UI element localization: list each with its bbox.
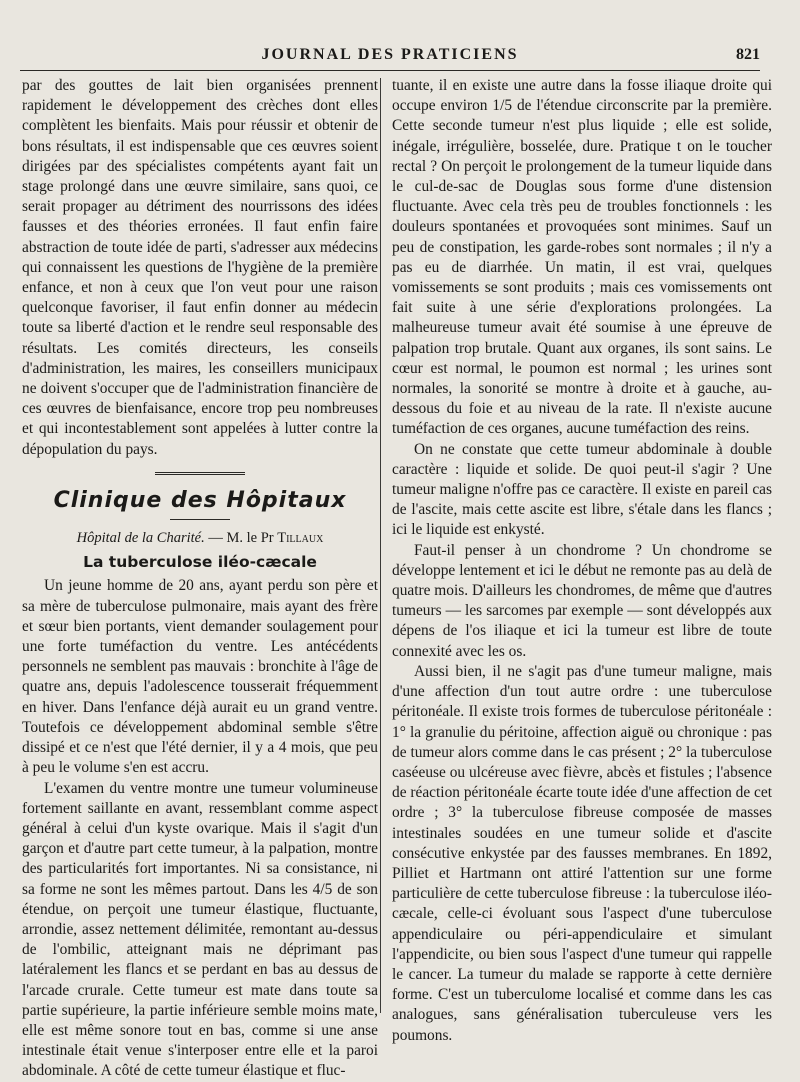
left-column bbox=[22, 76, 378, 1082]
paragraph: Un jeune homme de 20 ans, ayant perdu son père et sa mère de tuberculose pulmonaire, mais ayant des frère et sœur bien portants, vient demander soulagement pour une forte tuméfaction du ventre. Les antécédents personnels ne semblent pas mauvais : bronchite à l'âge de quatre ans, depuis l'adolescence tousserait fréquemment en hiver. Dans l'enfance déjà aurait eu un grand ventre. Toutefois ce développement abdominal semble s'être dissipé et ce n'est que l'été dernier, il y a 4 mois, que peu à peu le volume s'en est accru. bbox=[22, 577, 378, 777]
column-divider bbox=[380, 78, 381, 1013]
hospital-name: Hôpital de la Charité. bbox=[76, 530, 205, 547]
byline-dash: — M. le Pr bbox=[204, 530, 278, 547]
journal-title: JOURNAL DES PRATICIENS bbox=[261, 46, 519, 63]
article-title: La tuberculose iléo-cæcale bbox=[83, 553, 317, 572]
article-byline bbox=[22, 528, 378, 548]
page-header bbox=[20, 40, 760, 71]
paragraph: Faut-il penser à un chondrome ? Un chondrome se développe lentement et ici le début ne remonte pas au delà de quatre mois. D'ailleurs les chondromes, de même que d'autres tumeurs — les sarcomes par exemple — sont développés aux dépens de l'os iliaque et ici la tumeur est libre de toute connexité avec les os. bbox=[392, 541, 772, 660]
section-title: Clinique des Hôpitaux bbox=[53, 487, 347, 513]
right-column bbox=[392, 76, 772, 1046]
title-rule bbox=[170, 519, 230, 520]
section-separator bbox=[155, 472, 245, 475]
paragraph: L'examen du ventre montre une tumeur volumineuse fortement saillante en avant, ressemblant comme aspect général à celui d'un kyste ovarique. Mais il s'agit d'un garçon et d'autre part cette tumeur, à la palpation, montre des particularités fort importantes. Ni sa consistance, ni sa forme ne sont les mêmes partout. Dans les 4/5 de son étendue, on perçoit une tumeur élastique, fluctuante, arrondie, assez nettement délimitée, remontant au-dessus de l'ombilic, atteignant mais ne déprimant pas latéralement les flancs et se perdant en bas au dessus de l'arcade crurale. Cette tumeur est mate dans toute sa partie supérieure, la partie inférieure semble moins mate, elle est même sonore tout en bas, comme si une anse intestinale était venue s'interposer entre elle et la paroi abdominale. A côté de cette tumeur élastique et fluc- bbox=[22, 779, 378, 1080]
paragraph: On ne constate que cette tumeur abdominale à double caractère : liquide et solide. De quoi peut-il s'agir ? Une tumeur maligne n'offre pas ce caractère. Il existe en pareil cas de l'ascite, mais cette ascite est libre, s'étale dans les flancs ; ici le liquide est enkysté. bbox=[392, 440, 772, 539]
paragraph: tuante, il en existe une autre dans la fosse iliaque droite qui occupe environ 1/5 de l'étendue circonscrite par la première. Cette seconde tumeur n'est plus liquide ; elle est solide, inégale, irrégulière, bosselée, dure. Pratique t on le toucher rectal ? On perçoit le prolongement de la tumeur liquide dans le cul-de-sac de Douglas sous forme d'une distension fluctuante. Avec cela très peu de troubles fonctionnels : les douleurs spontanées et provoquées sont minimes. Sauf un peu de constipation, les garde-robes sont normales ; il n'y a pas eu de diarrhée. Un matin, il est vrai, quelques vomissements se sont produits ; mais ces vomissements ont fait suite à une série d'explorations prolongées. La malheureuse tumeur avait été soumise à une épreuve de palpation trop brutale. Quant aux organes, ils sont sains. Le cœur est normal, le poumon est normal ; les urines sont normales, la sonorité se montre à droite et à gauche, au-dessous du foie et au niveau de la rate. Il n'existe aucune tuméfaction de ces organes, aucune tuméfaction des reins. bbox=[392, 77, 772, 438]
doctor-name: Tillaux bbox=[277, 530, 324, 547]
paragraph: Aussi bien, il ne s'agit pas d'une tumeur maligne, mais d'une affection d'un tout autre ordre : une tuberculose péritonéale. Il existe trois formes de tuberculose péritonéale : 1° la granulie du péritoine, affection aiguë ou chronique : pas de tumeur alors comme dans le cas présent ; 2° la tuberculose caséeuse ou ulcéreuse avec fièvre, abcès et fistules ; l'absence de réaction péritonéale écarte toute idée d'une affection de cet ordre ; 3° la tuberculose fibreuse composée de masses intestinales soudées en une tumeur solide et d'ascite consécutive enkystée par des fausses membranes. En 1892, Pilliet et Hartmann ont attiré l'attention sur une forme particulière de cette tuberculose fibreuse : la tuberculose iléo-cæcale, celle-ci évoluant sous l'aspect d'une tuberculose appendiculaire ou péri-appendiculaire et simulant l'appendicite, ou bien sous l'aspect d'une tumeur qui rappelle le cancer. La tumeur du malade se rapporte à cette dernière forme. C'est un tuberculome localisé et comme dans les cas analogues, sans généralisation tuberculeuse vers les poumons. bbox=[392, 662, 772, 1044]
intro-paragraph: par des gouttes de lait bien organisées prennent rapidement le développement des crèches dont elles complètent les bienfaits. Mais pour réussir et obtenir de bons résultats, il est indispensable que ces œuvres soient dirigées par des spécialistes compétents ayant fait un stage prolongé dans une œuvre similaire, sans quoi, ce serait propager au détriment des nourrissons des idées fausses et des théories erronées. Il faut enfin faire abstraction de toute idée de parti, s'adresser aux médecins qui connaissent les questions de l'hygiène de la première enfance, et non à ceux que l'on veut pour une raison quelconque favoriser, il faut enfin donner au médecin toute sa liberté d'action et le rendre seul responsable des résultats. Les comités directeurs, les conseils d'administration, les maires, les conseillers municipaux ne doivent s'occuper que de l'administration financière de ces œuvres de bienfaisance, encore trop peu nombreuses et qui incontestablement sont appelées à lutter contre la dépopulation du pays. bbox=[22, 77, 378, 458]
page-number: 821 bbox=[736, 46, 760, 63]
